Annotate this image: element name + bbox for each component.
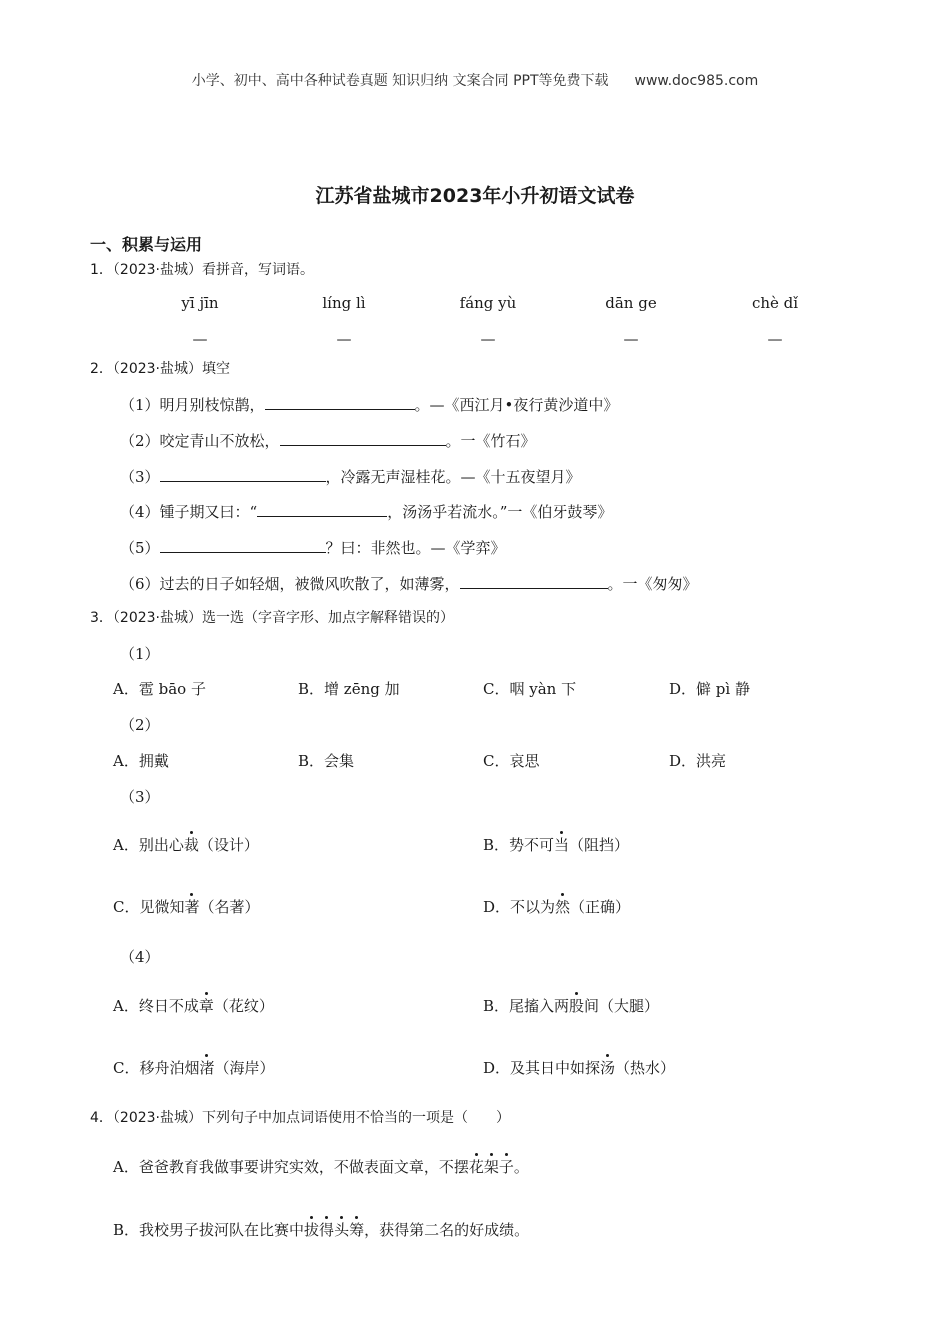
- dotted-char: 渚: [199, 1059, 215, 1077]
- sub-question-label-3: （3）: [120, 788, 160, 806]
- dotted-char: 著: [184, 898, 200, 916]
- dotted-char: 汤: [600, 1059, 616, 1077]
- option-4d[interactable]: [483, 1057, 675, 1078]
- option-3b-post: （阻挡）: [569, 836, 630, 854]
- fill-item-3-pre: （3）: [120, 467, 160, 486]
- option-3b-pre: B．势不可: [483, 836, 555, 854]
- dotted-char: 架: [483, 1158, 499, 1176]
- dotted-char: 然: [555, 898, 571, 916]
- option-3c-post: （名著）: [199, 898, 260, 916]
- fill-item-5: [120, 536, 506, 558]
- answer-blank-3[interactable]: —: [480, 330, 496, 348]
- option-2c[interactable]: C．哀思: [483, 752, 540, 770]
- option-4a-pre: A．终日不成: [113, 997, 199, 1015]
- option-4c-pre: C．移舟泊烟: [113, 1059, 200, 1077]
- option-3d-post: （正确）: [570, 898, 631, 916]
- option-4c[interactable]: [113, 1057, 275, 1078]
- option-4a-post: （花纹）: [213, 997, 274, 1015]
- option-4b-pre: B．尾搐入两: [483, 997, 570, 1015]
- fill-item-1-post: 。—《西江月•夜行黄沙道中》: [414, 395, 619, 414]
- fill-item-1: [120, 393, 618, 415]
- dotted-char: 得: [319, 1221, 335, 1239]
- fill-item-2-post: 。一《竹石》: [445, 431, 536, 450]
- option-2d[interactable]: D．洪亮: [669, 752, 727, 770]
- option-3d-pre: D．不以为: [483, 898, 556, 916]
- pinyin-4: dān ge: [605, 294, 657, 312]
- dotted-char: 筹: [349, 1221, 365, 1239]
- fill-blank-1[interactable]: [265, 393, 415, 410]
- option-4d-post: （热水）: [615, 1059, 676, 1077]
- dotted-char: 股: [569, 997, 585, 1015]
- fill-blank-3[interactable]: [160, 465, 326, 482]
- fill-item-2-pre: （2）咬定青山不放松，: [120, 431, 280, 450]
- sub-question-label-1: （1）: [120, 645, 160, 663]
- pinyin-1: yī jīn: [181, 294, 219, 312]
- option-3c-pre: C．见微知: [113, 898, 185, 916]
- dotted-char: 花: [468, 1158, 484, 1176]
- fill-item-4: [120, 500, 612, 522]
- option-q4-b[interactable]: [113, 1219, 529, 1240]
- page-header: [0, 70, 950, 90]
- dotted-char: 当: [554, 836, 570, 854]
- option-q4-a[interactable]: [113, 1156, 529, 1177]
- sub-question-label-4: （4）: [120, 948, 160, 966]
- fill-blank-6[interactable]: [460, 572, 608, 589]
- fill-item-1-pre: （1）明月别枝惊鹊，: [120, 395, 265, 414]
- option-4a[interactable]: [113, 995, 274, 1016]
- option-q4-a-post: 。: [513, 1158, 529, 1176]
- option-1b[interactable]: B．增 zēng 加: [298, 680, 400, 698]
- fill-item-4-pre: （4）锺子期又曰：“: [120, 502, 258, 521]
- question-1-stem: 1．（2023·盐城）看拼音，写词语。: [90, 262, 314, 278]
- fill-blank-5[interactable]: [160, 536, 326, 553]
- option-3c[interactable]: [113, 896, 260, 917]
- option-4c-post: （海岸）: [214, 1059, 275, 1077]
- option-4d-pre: D．及其日中如探: [483, 1059, 601, 1077]
- option-3a[interactable]: [113, 834, 259, 855]
- option-1d[interactable]: D．僻 pì 静: [669, 680, 750, 698]
- fill-item-6: [120, 572, 698, 594]
- header-url[interactable]: www.doc985.com: [634, 73, 759, 89]
- fill-item-3-post: ，冷露无声湿桂花。—《十五夜望月》: [325, 467, 581, 486]
- pinyin-2: líng lì: [322, 294, 366, 312]
- fill-item-5-post: ？曰：非然也。—《学弈》: [325, 538, 506, 557]
- fill-item-3: [120, 465, 581, 487]
- header-text: 小学、初中、高中各种试卷真题 知识归纳 文案合同 PPT等免费下载: [191, 73, 609, 89]
- question-2-stem: 2．（2023·盐城）填空: [90, 361, 230, 377]
- question-3-stem: 3．（2023·盐城）选一选（字音字形、加点字解释错误的）: [90, 610, 454, 626]
- answer-blank-4[interactable]: —: [623, 330, 639, 348]
- dotted-char: 章: [198, 997, 214, 1015]
- option-1c[interactable]: C．咽 yàn 下: [483, 680, 577, 698]
- option-q4-a-pre: A．爸爸教育我做事要讲究实效，不做表面文章，不摆: [113, 1158, 469, 1176]
- option-4b[interactable]: [483, 995, 659, 1016]
- paper-title: 江苏省盐城市2023年小升初语文试卷: [315, 185, 635, 207]
- fill-item-5-pre: （5）: [120, 538, 160, 557]
- option-2a[interactable]: A．拥戴: [113, 752, 169, 770]
- question-4-stem: 4．（2023·盐城）下列句子中加点词语使用不恰当的一项是（ ）: [90, 1110, 510, 1126]
- option-q4-b-pre: B．我校男子拔河队在比赛中: [113, 1221, 305, 1239]
- dotted-char: 拔: [304, 1221, 320, 1239]
- option-4b-post: 间（大腿）: [584, 997, 660, 1015]
- option-2b[interactable]: B．会集: [298, 752, 355, 770]
- option-q4-b-post: ，获得第二名的好成绩。: [364, 1221, 530, 1239]
- fill-item-6-pre: （6）过去的日子如轻烟，被微风吹散了，如薄雾，: [120, 574, 460, 593]
- dotted-char: 头: [334, 1221, 350, 1239]
- sub-question-label-2: （2）: [120, 716, 160, 734]
- pinyin-3: fáng yù: [459, 294, 517, 312]
- pinyin-5: chè dǐ: [751, 294, 799, 312]
- fill-blank-2[interactable]: [280, 429, 446, 446]
- option-3d[interactable]: [483, 896, 630, 917]
- answer-blank-2[interactable]: —: [336, 330, 352, 348]
- dotted-char: 裁: [183, 836, 199, 854]
- dotted-char: 子: [498, 1158, 514, 1176]
- answer-blank-5[interactable]: —: [767, 330, 783, 348]
- option-3a-post: （设计）: [198, 836, 259, 854]
- fill-item-6-post: 。一《匆匆》: [607, 574, 698, 593]
- fill-item-4-post: ，汤汤乎若流水。”一《伯牙鼓琴》: [387, 502, 613, 521]
- fill-blank-4[interactable]: [257, 500, 387, 517]
- fill-item-2: [120, 429, 536, 451]
- answer-blank-1[interactable]: —: [192, 330, 208, 348]
- option-3a-pre: A．别出心: [113, 836, 184, 854]
- option-3b[interactable]: [483, 834, 629, 855]
- option-1a[interactable]: A．雹 bāo 子: [113, 680, 206, 698]
- section-heading: 一、积累与运用: [90, 235, 203, 254]
